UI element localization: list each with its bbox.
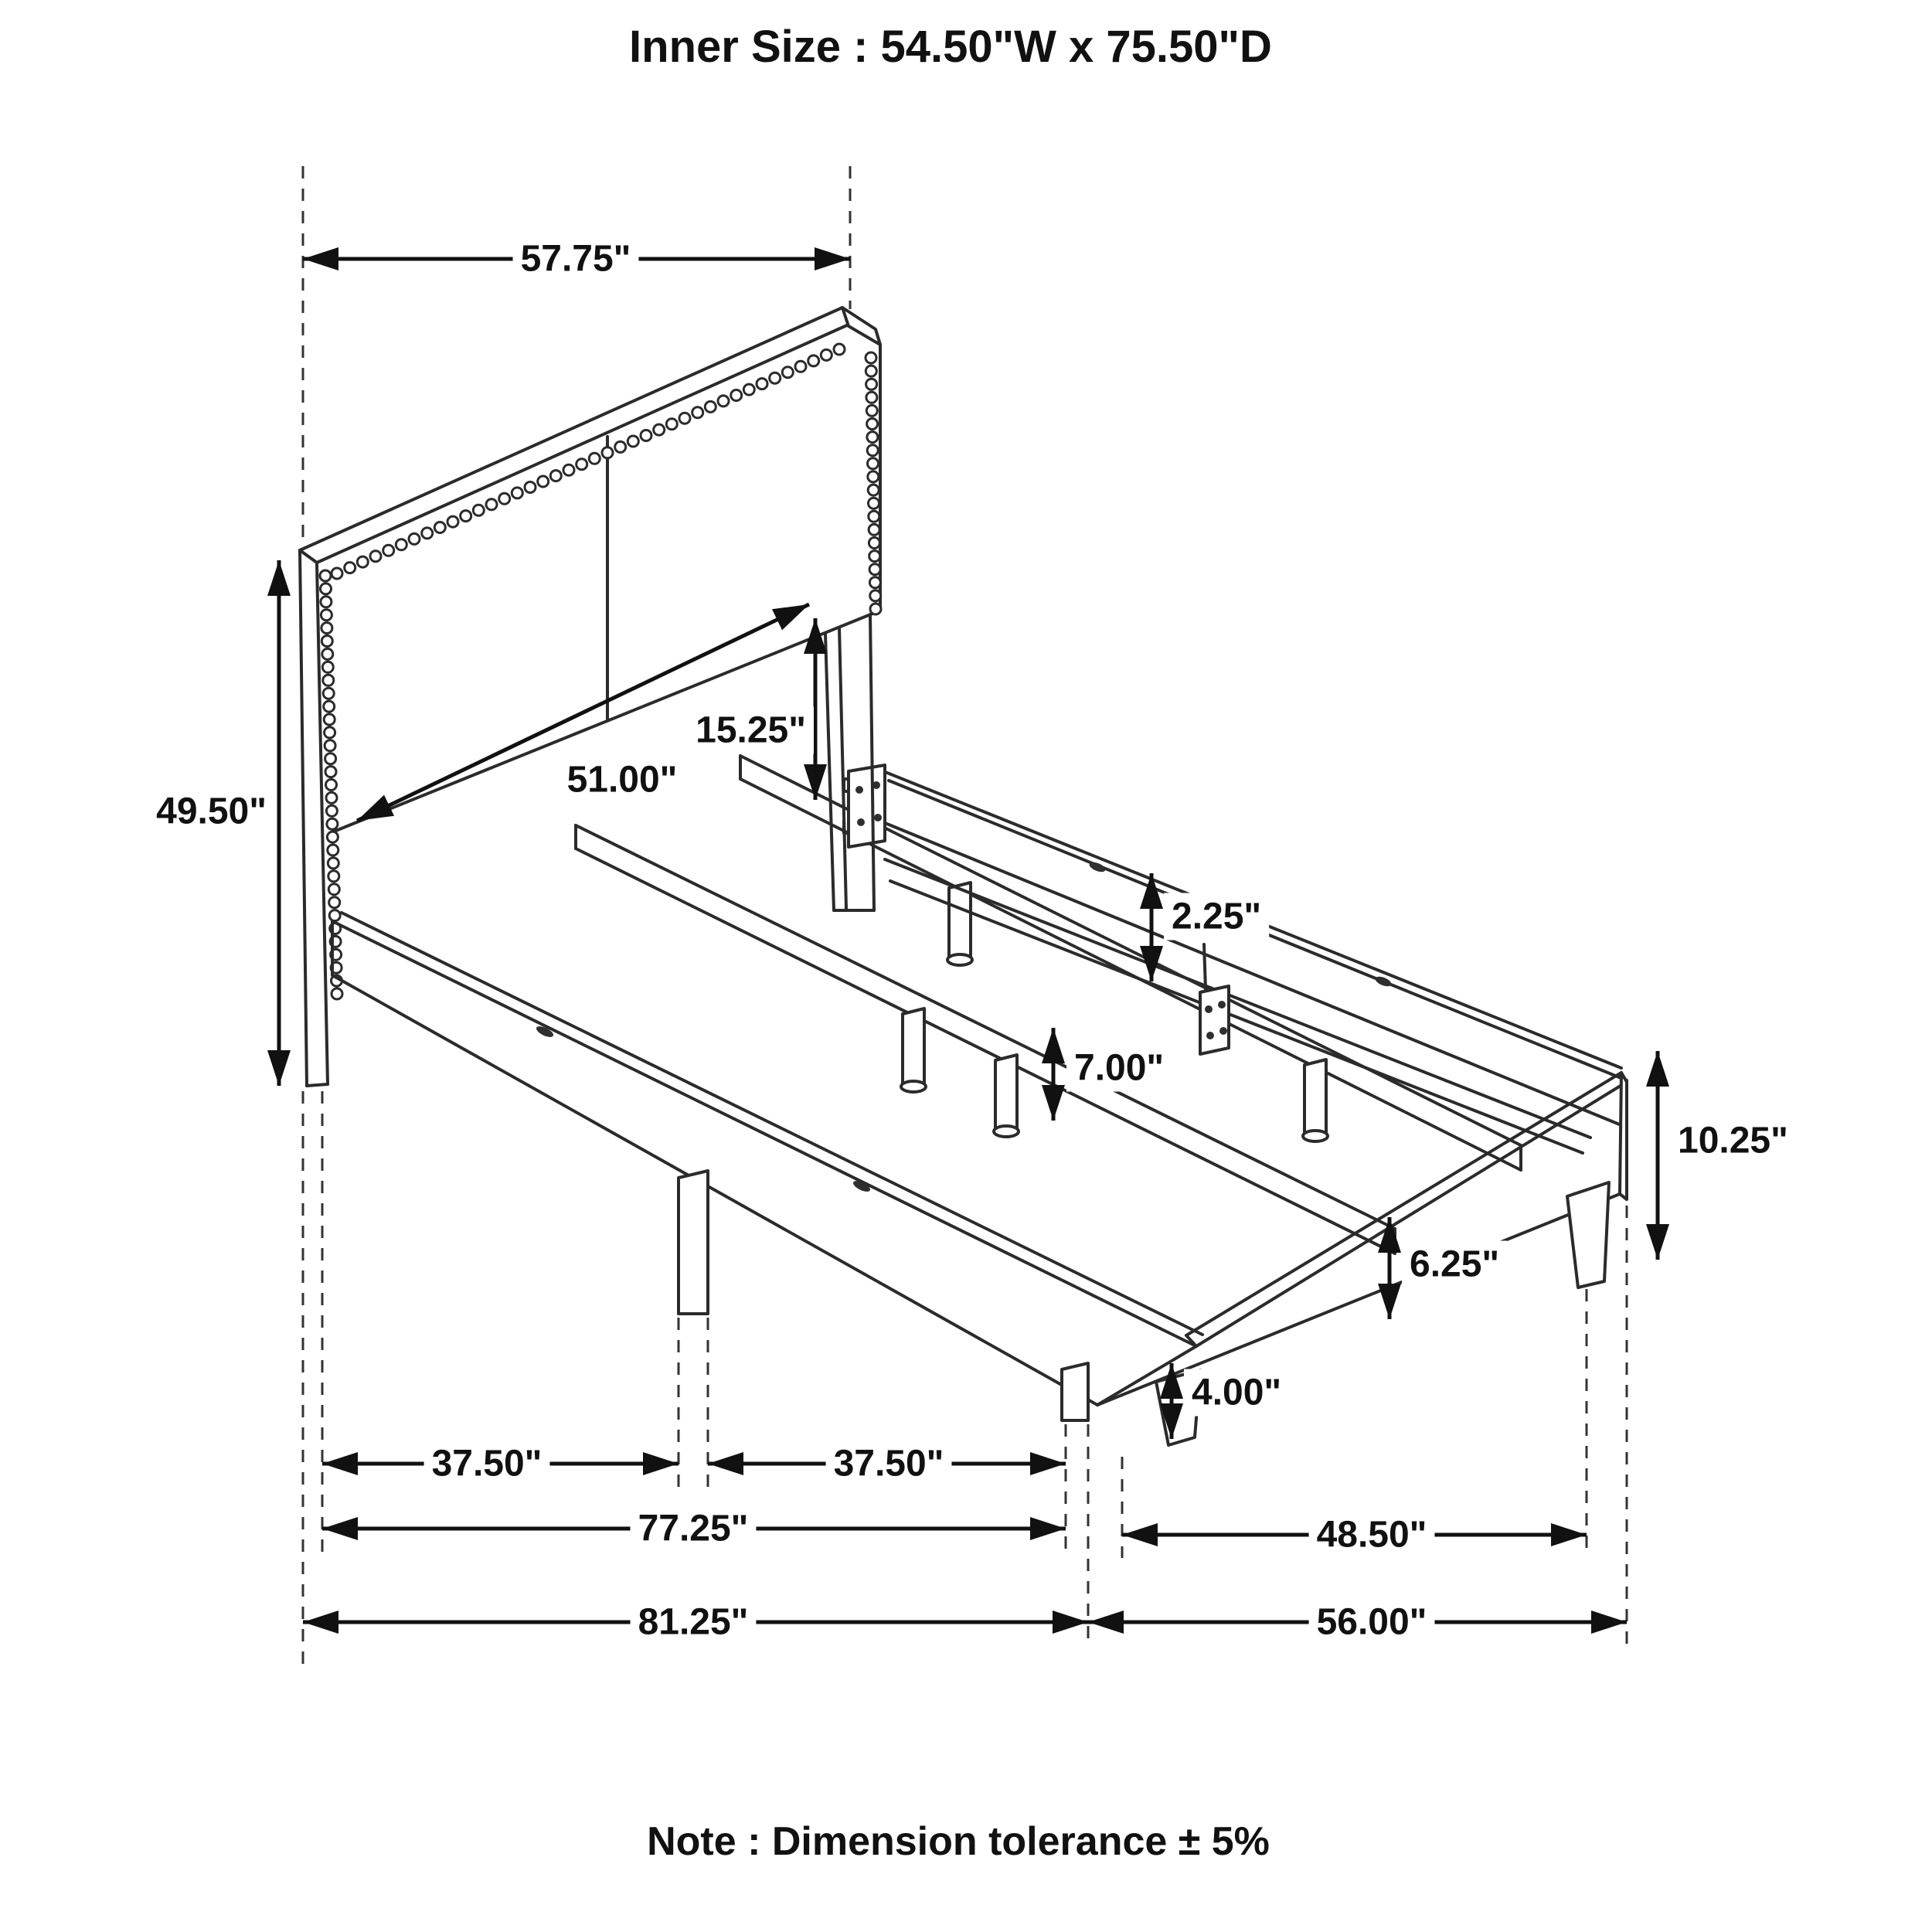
nailhead <box>422 528 433 539</box>
nailhead <box>834 344 845 355</box>
nailhead <box>325 767 336 777</box>
nailhead <box>795 361 806 372</box>
nailhead <box>326 792 337 803</box>
leg-foot <box>994 1126 1019 1137</box>
dimension-label: 56.00" <box>1316 1601 1427 1643</box>
dimension-label: 15.25" <box>696 709 806 751</box>
nailhead <box>870 590 881 601</box>
headboard-bracket <box>844 765 885 847</box>
nailhead <box>324 701 335 712</box>
arrowhead-icon <box>1646 1224 1669 1260</box>
front-rail-leg-1 <box>679 1171 708 1314</box>
nailhead <box>321 636 332 647</box>
front-side-rail <box>332 913 1202 1420</box>
page-title: Inner Size : 54.50"W x 75.50"D <box>629 22 1272 72</box>
dimension-label: 37.50" <box>833 1443 944 1485</box>
nailhead <box>461 511 471 522</box>
nailhead <box>867 432 878 443</box>
nailhead <box>869 564 880 575</box>
nailhead <box>869 511 879 522</box>
arrowhead-icon <box>643 1452 679 1475</box>
nailhead <box>866 405 877 416</box>
nailhead <box>869 498 879 509</box>
back-side-rail <box>879 770 1627 1153</box>
arrowhead-icon <box>772 604 809 630</box>
nailhead <box>868 485 879 495</box>
arrowhead-icon <box>1646 1051 1669 1087</box>
nailhead <box>577 459 587 470</box>
nailhead <box>321 597 332 607</box>
nailhead <box>869 577 880 588</box>
nailhead <box>323 675 334 685</box>
arrowhead-icon <box>1591 1611 1627 1634</box>
headboard-end-cap <box>842 308 880 345</box>
dim-rail-span <box>322 1505 1066 1553</box>
nailhead <box>615 441 626 452</box>
arrowhead-icon <box>303 1611 338 1634</box>
nailhead <box>396 539 406 550</box>
nailhead <box>692 407 703 418</box>
nailhead <box>324 714 335 725</box>
dimension-label: 10.25" <box>1678 1120 1788 1162</box>
arrowhead-icon <box>1030 1517 1066 1540</box>
nailhead <box>866 366 876 376</box>
leg-foot <box>947 954 972 965</box>
arrowhead-icon <box>1122 1523 1158 1546</box>
tolerance-note: Note : Dimension tolerance ± 5% <box>647 1819 1270 1864</box>
nailhead <box>473 505 484 515</box>
arrowhead-icon <box>267 560 291 596</box>
dimension-label: 48.50" <box>1316 1514 1427 1556</box>
nailhead <box>322 648 333 659</box>
nailhead <box>323 688 334 699</box>
nailhead <box>869 538 879 549</box>
nailhead <box>499 493 510 504</box>
headboard-back-leg <box>825 634 834 910</box>
center-rail-b-leg-1 <box>949 883 971 958</box>
arrowhead-icon <box>357 795 394 821</box>
nailhead <box>328 858 338 869</box>
nailhead <box>869 551 880 562</box>
dim-half-span-left <box>322 1440 679 1488</box>
nailhead <box>563 464 574 475</box>
dim-center-leg-height <box>1042 1028 1172 1121</box>
headboard <box>300 308 881 1086</box>
nailhead <box>486 499 497 510</box>
arrowhead-icon <box>1042 1085 1065 1121</box>
nailhead <box>718 396 729 406</box>
nailhead <box>434 522 445 533</box>
arrowhead-icon <box>1042 1028 1065 1063</box>
dimension-label: 57.75" <box>520 238 631 280</box>
front-rail-leg-2 <box>1062 1363 1088 1420</box>
nailhead <box>332 568 342 579</box>
nailhead <box>867 419 878 430</box>
dim-overall-length <box>303 1599 1088 1646</box>
nailhead <box>869 524 879 535</box>
dim-panel-height <box>688 618 827 800</box>
nailhead <box>866 392 877 403</box>
nailhead <box>321 623 332 634</box>
nailhead <box>370 551 381 562</box>
nailhead <box>345 563 355 573</box>
nailhead <box>357 556 368 567</box>
dim-headboard-width <box>303 236 850 283</box>
nailhead <box>589 453 600 464</box>
nailhead <box>538 476 549 487</box>
dimension-label: 4.00" <box>1192 1372 1282 1413</box>
dimension-label: 81.25" <box>638 1601 749 1643</box>
footboard-bottom-edge <box>1097 1194 1620 1405</box>
nailhead <box>866 379 877 389</box>
dim-overall-width <box>1088 1599 1627 1646</box>
nailhead <box>447 516 458 527</box>
nailhead <box>332 988 342 999</box>
dim-side-rail-height <box>1378 1217 1507 1319</box>
dim-half-span-right <box>708 1440 1066 1488</box>
nailhead-trim <box>320 344 881 999</box>
nailhead <box>325 753 336 764</box>
nailhead <box>679 413 690 423</box>
nailhead <box>326 780 337 791</box>
dim-headboard-height <box>148 560 291 1086</box>
nailhead <box>868 458 879 469</box>
nailhead <box>327 818 338 829</box>
nailhead <box>326 805 337 816</box>
nailhead <box>870 604 881 614</box>
dimension-label: 6.25" <box>1410 1243 1500 1285</box>
dimension-label: 51.00" <box>566 759 678 801</box>
footboard-back-leg <box>1567 1182 1609 1287</box>
nailhead <box>666 419 677 430</box>
nailhead <box>654 424 665 435</box>
leg-foot <box>1303 1131 1328 1141</box>
center-rail-a-leg-1 <box>903 1009 924 1085</box>
nailhead <box>321 610 332 621</box>
center-rail-b-leg-2 <box>1304 1060 1326 1134</box>
nailhead <box>320 570 331 581</box>
dimension-label: 7.00" <box>1074 1047 1165 1089</box>
nailhead <box>409 533 420 544</box>
dimension-label: 37.50" <box>431 1443 543 1485</box>
nailhead <box>325 740 335 751</box>
arrowhead-icon <box>1088 1611 1124 1634</box>
arrowhead-icon <box>322 1517 358 1540</box>
arrowhead-icon <box>267 1050 291 1086</box>
nailhead <box>705 401 716 412</box>
dimension-label: 2.25" <box>1172 896 1262 937</box>
arrowhead-icon <box>1030 1452 1066 1475</box>
leg-foot <box>901 1081 926 1092</box>
nailhead <box>821 349 832 360</box>
arrowhead-icon <box>322 1452 358 1475</box>
nailhead <box>512 488 522 498</box>
nailhead <box>782 367 793 378</box>
nailhead <box>325 727 335 738</box>
headboard-left-leg-bottom <box>307 1084 328 1086</box>
headboard-top-ridge <box>317 325 849 563</box>
nailhead <box>329 897 340 908</box>
nailhead <box>327 832 338 842</box>
arrowhead-icon <box>1551 1523 1587 1546</box>
dim-foot-inner-span <box>1122 1512 1587 1559</box>
nailhead <box>866 352 876 363</box>
leader-line <box>1204 944 1206 989</box>
arrowhead-icon <box>804 618 827 654</box>
footboard-right-cap <box>1620 1073 1627 1199</box>
nailhead <box>322 662 333 672</box>
screw-hole <box>1374 975 1393 988</box>
nailhead <box>641 430 651 441</box>
nailhead <box>868 471 879 482</box>
nailhead <box>743 384 754 395</box>
nailhead <box>867 445 878 456</box>
nailhead <box>328 871 339 882</box>
arrowhead-icon <box>1053 1611 1088 1634</box>
nailhead <box>383 545 394 556</box>
arrowhead-icon <box>708 1452 743 1475</box>
nailhead <box>525 482 536 493</box>
nailhead <box>602 447 613 458</box>
nailhead <box>328 845 338 855</box>
dimension-label: 49.50" <box>156 791 267 832</box>
nailhead <box>770 372 781 383</box>
dim-frame-height <box>1646 1051 1796 1260</box>
center-rail-a-leg-2 <box>995 1055 1017 1130</box>
dimension-label: 77.25" <box>638 1508 749 1549</box>
headboard-top-edge <box>300 308 842 550</box>
nailhead <box>321 583 332 594</box>
nailhead <box>757 379 767 389</box>
arrowhead-icon <box>804 764 827 800</box>
nailhead <box>328 884 339 895</box>
arrowhead-icon <box>815 247 850 270</box>
nailhead <box>329 910 340 921</box>
nailhead <box>628 436 638 447</box>
headboard-left-stile-outer <box>300 550 307 1086</box>
nailhead <box>808 355 819 366</box>
arrowhead-icon <box>1378 1284 1401 1319</box>
nailhead <box>731 390 742 401</box>
arrowhead-icon <box>303 247 338 270</box>
nailhead <box>550 471 561 481</box>
